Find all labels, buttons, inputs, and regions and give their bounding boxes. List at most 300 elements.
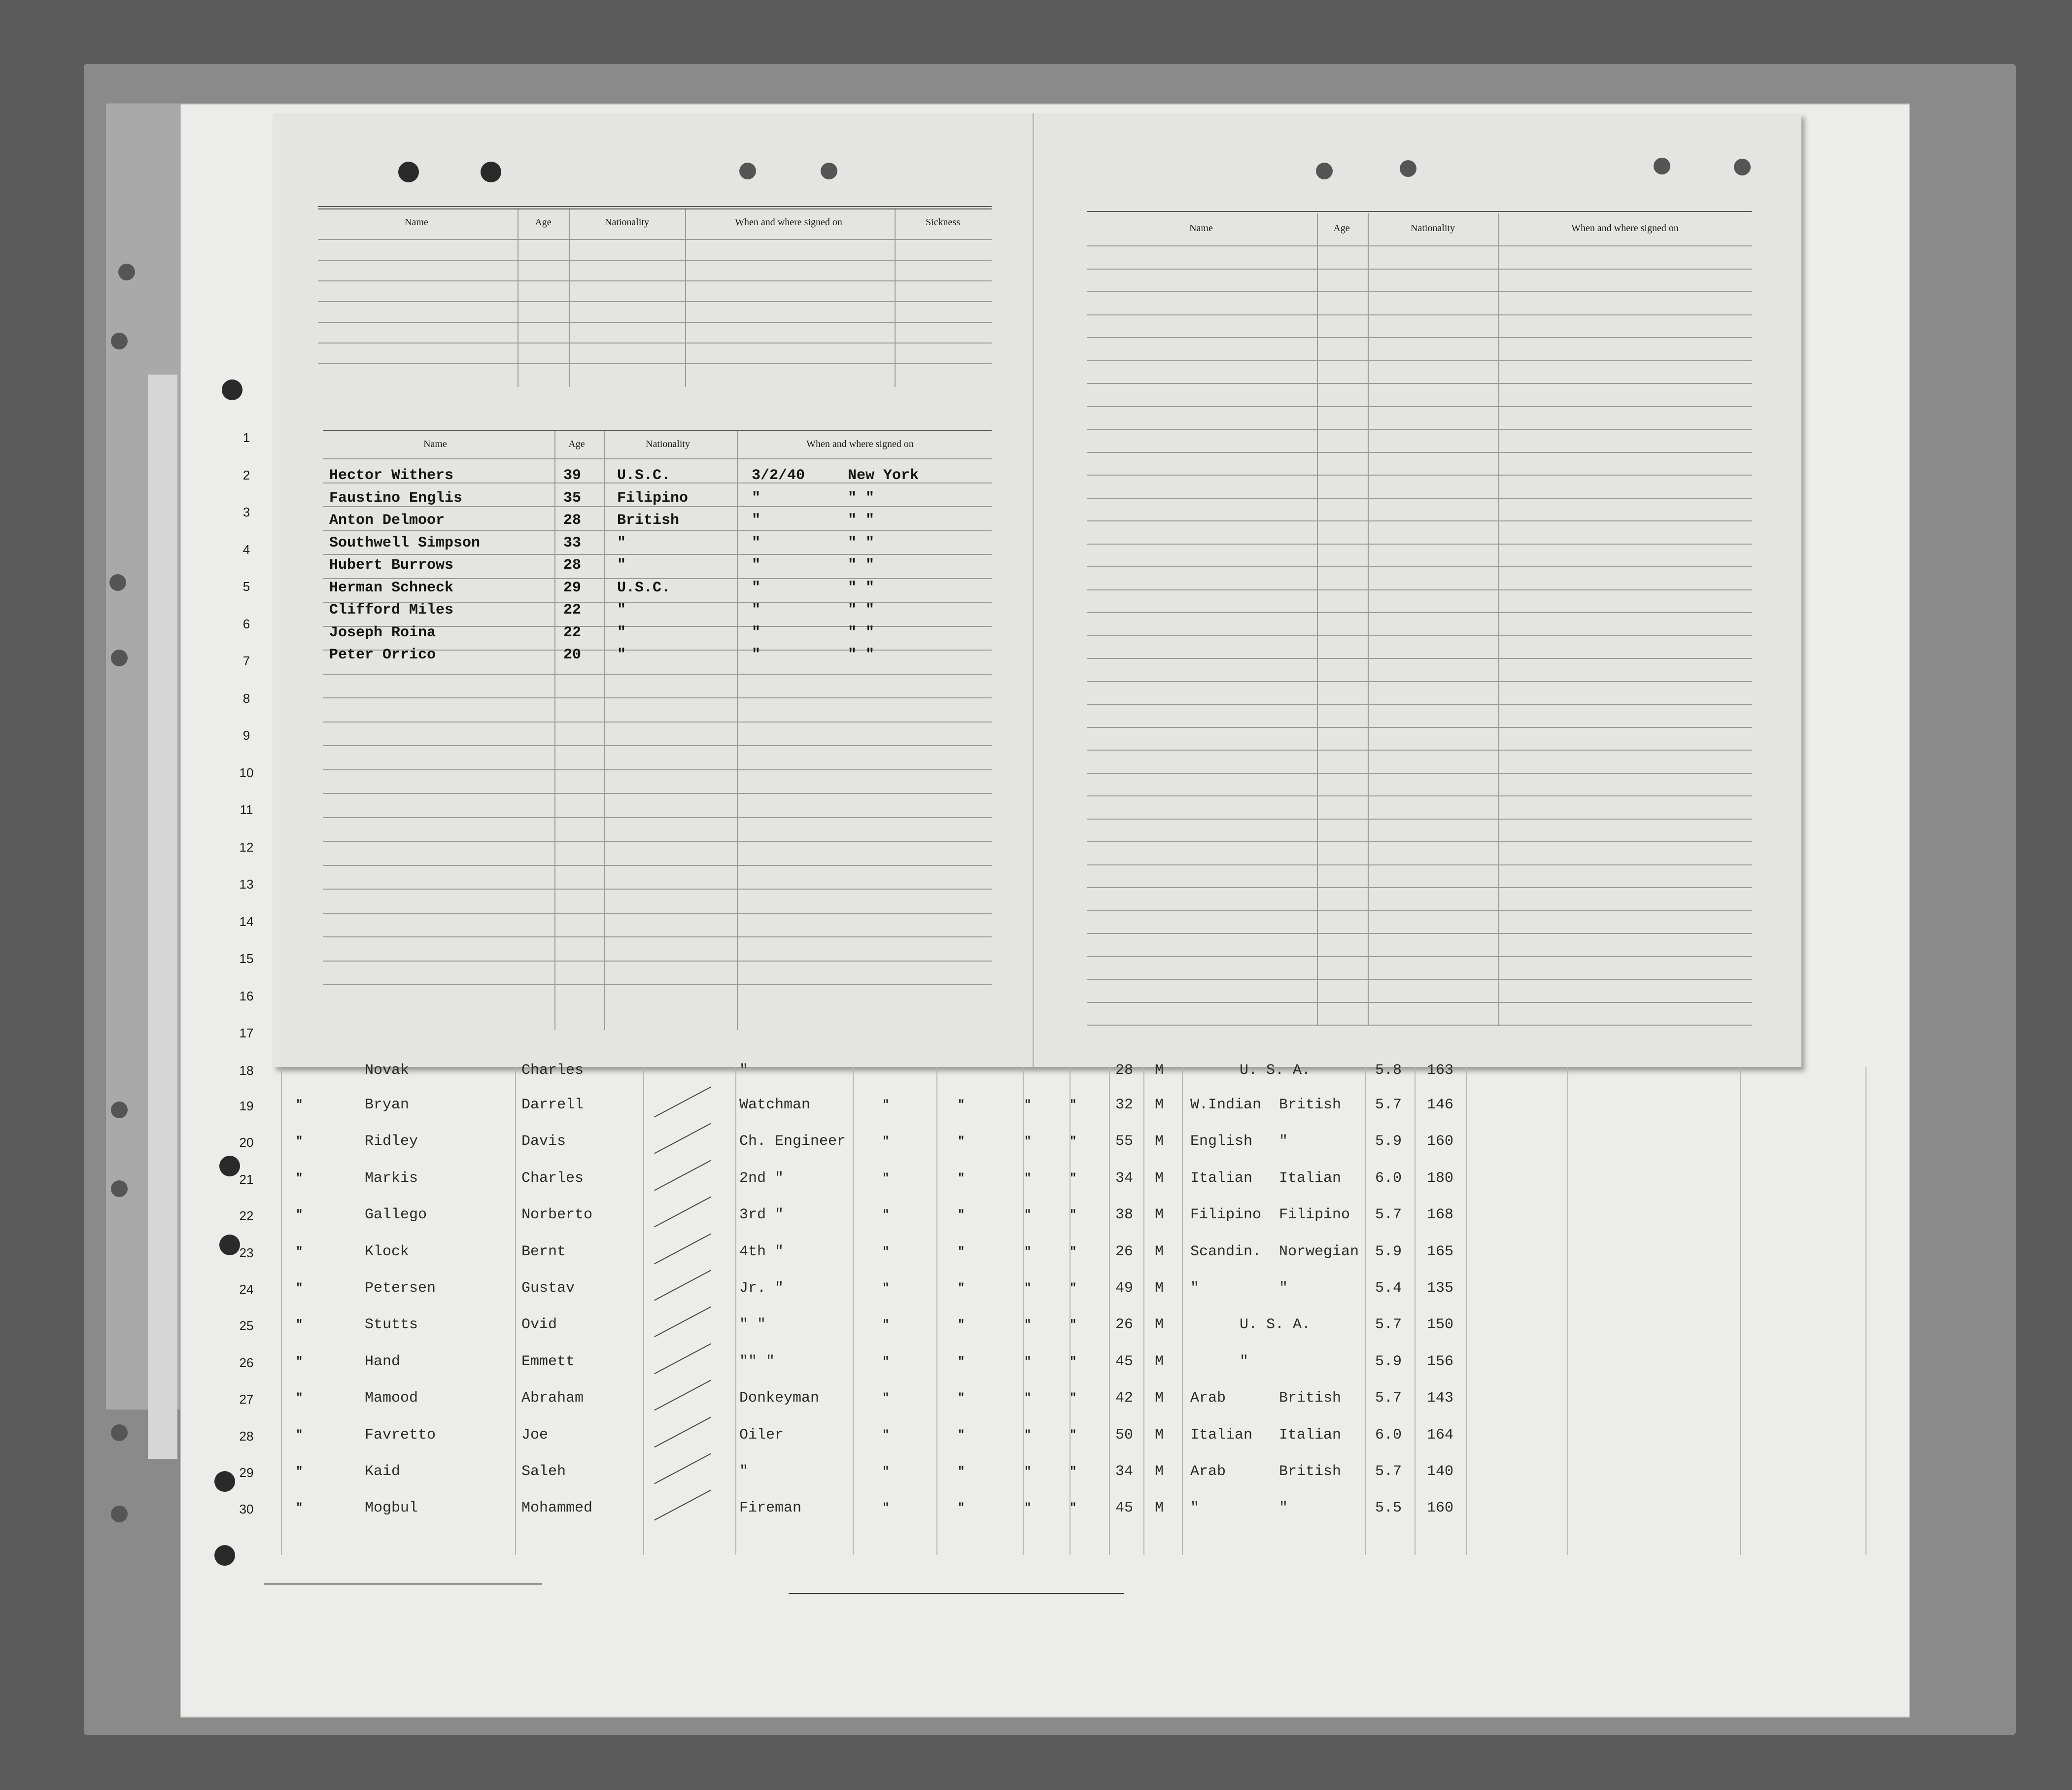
- crew-given-name: Darrell: [521, 1097, 584, 1113]
- rule: [1087, 933, 1752, 934]
- crew-sex: M: [1155, 1097, 1164, 1113]
- rule: [1087, 520, 1752, 521]
- hospital-col-header: Age: [535, 217, 552, 228]
- rule: [1087, 269, 1752, 270]
- seaman-nationality: ": [617, 534, 626, 551]
- crew-rating: Donkeyman: [739, 1390, 820, 1407]
- crew-race: U. S. A.: [1240, 1316, 1311, 1334]
- rule: [685, 209, 686, 387]
- rule: [323, 793, 992, 794]
- ditto-mark: ": [882, 1465, 890, 1479]
- crew-sex: M: [1155, 1390, 1164, 1407]
- ditto-mark: ": [296, 1502, 303, 1515]
- crew-sex: M: [1155, 1206, 1164, 1224]
- crew-height: 5.7: [1375, 1463, 1402, 1480]
- crew-given-name: Saleh: [521, 1463, 566, 1480]
- ditto-mark: ": [296, 1171, 303, 1185]
- rule: [323, 936, 992, 937]
- crew-age: 49: [1115, 1280, 1134, 1297]
- crew-height: 5.5: [1375, 1500, 1402, 1517]
- ditto-mark: ": [958, 1245, 965, 1259]
- binding-hole: [109, 574, 126, 591]
- overlay-fold: [1033, 113, 1034, 1067]
- crew-surname: Mogbul: [365, 1500, 418, 1517]
- rule: [1087, 979, 1752, 980]
- rule: [1365, 1067, 1366, 1555]
- rule: [323, 984, 992, 985]
- ditto-mark: ": [1024, 1282, 1032, 1295]
- seaman-nationality: ": [617, 557, 626, 574]
- ditto-mark: ": [1024, 1428, 1032, 1442]
- crew-height: 5.7: [1375, 1206, 1402, 1224]
- row-number: 6: [242, 616, 250, 631]
- crew-given-name: Davis: [521, 1133, 566, 1150]
- crew-row-number: 21: [239, 1171, 254, 1187]
- crew-nationality: ": [1279, 1280, 1288, 1297]
- row-number: 9: [242, 728, 250, 743]
- rule: [318, 301, 992, 302]
- binding-hole: [1734, 159, 1751, 175]
- rule: [1087, 658, 1752, 659]
- signed-on-place: " ": [848, 557, 875, 574]
- rule: [604, 431, 605, 1030]
- crew-rating: Ch. Engineer: [739, 1133, 846, 1150]
- seaman-name: Peter Orrico: [329, 647, 436, 663]
- rule: [1087, 704, 1752, 705]
- signed-on-date: ": [752, 602, 761, 619]
- signed-on-date: ": [752, 579, 761, 596]
- crew-weight: 140: [1427, 1463, 1454, 1480]
- continued-col-header: Age: [1333, 223, 1350, 234]
- signed-on-place: " ": [848, 647, 875, 663]
- crew-race: ": [1190, 1500, 1200, 1517]
- binding-hole: [111, 333, 128, 349]
- seaman-age: 22: [563, 602, 582, 619]
- seaman-age: 35: [563, 489, 582, 507]
- seaman-name: Faustino Englis: [329, 489, 463, 507]
- rule: [1087, 245, 1752, 246]
- ditto-mark: ": [1024, 1245, 1032, 1259]
- crew-row-number: 29: [239, 1465, 254, 1480]
- crew-surname: Novak: [365, 1062, 410, 1079]
- crew-race: Arab: [1190, 1463, 1226, 1480]
- rule: [323, 841, 992, 842]
- seaman-nationality: British: [617, 512, 680, 529]
- crew-sex: M: [1155, 1243, 1164, 1260]
- row-number: 4: [242, 542, 250, 557]
- rule: [323, 745, 992, 746]
- crew-sex: M: [1155, 1170, 1164, 1187]
- crew-nationality: Filipino: [1279, 1206, 1350, 1224]
- crew-sex: M: [1155, 1463, 1164, 1480]
- crew-age: 45: [1115, 1353, 1134, 1370]
- rule: [1023, 1067, 1024, 1555]
- crew-rating: Fireman: [739, 1500, 802, 1517]
- ditto-mark: ": [1070, 1392, 1077, 1406]
- crew-age: 45: [1115, 1500, 1134, 1517]
- crew-row-number: 28: [239, 1428, 254, 1444]
- crew-surname: Gallego: [365, 1206, 427, 1224]
- seaman-nationality: ": [617, 624, 626, 641]
- crew-row-number: 26: [239, 1355, 254, 1370]
- crew-age: 38: [1115, 1206, 1134, 1224]
- rule: [1087, 566, 1752, 567]
- crew-weight: 150: [1427, 1316, 1454, 1334]
- ditto-mark: ": [296, 1135, 303, 1149]
- ditto-mark: ": [1070, 1135, 1077, 1149]
- ditto-mark: ": [1070, 1099, 1077, 1112]
- crew-height: 5.9: [1375, 1353, 1402, 1370]
- binding-hole: [111, 650, 128, 666]
- crew-surname: Bryan: [365, 1097, 410, 1113]
- crew-nationality: British: [1279, 1463, 1342, 1480]
- crew-race: Scandin.: [1190, 1243, 1262, 1260]
- rule: [1087, 314, 1752, 315]
- ditto-mark: ": [958, 1099, 965, 1112]
- signed-on-date: ": [752, 647, 761, 663]
- ditto-mark: ": [296, 1208, 303, 1222]
- ditto-mark: ": [296, 1392, 303, 1406]
- row-number: 2: [242, 467, 250, 482]
- binding-hole: [1654, 158, 1670, 174]
- crew-row-number: 25: [239, 1318, 254, 1334]
- rule: [318, 260, 992, 261]
- ditto-mark: ": [1024, 1171, 1032, 1185]
- ditto-mark: ": [1024, 1208, 1032, 1222]
- rule: [643, 1067, 644, 1555]
- rule: [1143, 1067, 1144, 1555]
- row-number: 16: [239, 988, 254, 1003]
- seaman-name: Clifford Miles: [329, 602, 454, 619]
- crew-nationality: Norwegian: [1279, 1243, 1359, 1260]
- crew-age: 32: [1115, 1097, 1134, 1113]
- signed-on-place: " ": [848, 624, 875, 641]
- crew-height: 5.7: [1375, 1390, 1402, 1407]
- binding-hole: [1400, 160, 1416, 177]
- ditto-mark: ": [1070, 1318, 1077, 1332]
- ditto-mark: ": [296, 1245, 303, 1259]
- crew-sex: M: [1155, 1500, 1164, 1517]
- crew-weight: 143: [1427, 1390, 1454, 1407]
- crew-row-number: 19: [239, 1099, 254, 1113]
- ditto-mark: ": [296, 1465, 303, 1479]
- rule: [323, 889, 992, 890]
- crew-height: 5.8: [1375, 1062, 1402, 1079]
- binding-hole: [111, 1424, 128, 1441]
- crew-row-number: 22: [239, 1208, 254, 1224]
- crew-surname: Markis: [365, 1170, 418, 1187]
- crew-height: 5.7: [1375, 1316, 1402, 1334]
- ditto-mark: ": [296, 1282, 303, 1295]
- crew-nationality: ": [1279, 1133, 1288, 1150]
- rule: [318, 322, 992, 323]
- crew-race: English: [1190, 1133, 1253, 1150]
- ditto-mark: ": [1070, 1171, 1077, 1185]
- crew-rating: "" ": [739, 1353, 775, 1370]
- crew-given-name: Joe: [521, 1426, 549, 1444]
- crew-nationality: Italian: [1279, 1426, 1342, 1444]
- hospital-col-header: Nationality: [605, 217, 649, 228]
- crew-height: 5.9: [1375, 1133, 1402, 1150]
- crew-rating: ": [739, 1463, 749, 1480]
- rule: [554, 431, 555, 1030]
- crew-weight: 168: [1427, 1206, 1454, 1224]
- crew-row-number: 24: [239, 1282, 254, 1297]
- crew-rating: 2nd ": [739, 1170, 784, 1187]
- hospital-col-header: Name: [405, 217, 428, 228]
- rule: [853, 1067, 854, 1555]
- continued-col-header: When and where signed on: [1571, 223, 1679, 234]
- signed-on-place: " ": [848, 602, 875, 619]
- ditto-mark: ": [958, 1465, 965, 1479]
- crew-height: 5.7: [1375, 1097, 1402, 1113]
- ditto-mark: ": [1070, 1208, 1077, 1222]
- rule: [1087, 841, 1752, 842]
- ditto-mark: ": [882, 1428, 890, 1442]
- rule: [1740, 1067, 1741, 1555]
- seaman-age: 39: [563, 467, 582, 484]
- crew-weight: 135: [1427, 1280, 1454, 1297]
- seaman-name: Herman Schneck: [329, 579, 454, 596]
- crew-height: 5.9: [1375, 1243, 1402, 1260]
- crew-surname: Hand: [365, 1353, 401, 1370]
- rule: [1087, 612, 1752, 613]
- row-number: 15: [239, 951, 254, 966]
- crew-sex: M: [1155, 1426, 1164, 1444]
- rule: [1087, 1002, 1752, 1003]
- crew-race: ": [1190, 1280, 1200, 1297]
- crew-height: 5.4: [1375, 1280, 1402, 1297]
- discharged-col-header: Age: [568, 439, 585, 449]
- seaman-name: Southwell Simpson: [329, 534, 481, 551]
- crew-race: W.Indian: [1190, 1097, 1262, 1113]
- row-number: 18: [239, 1063, 254, 1078]
- signed-on-date: ": [752, 512, 761, 529]
- crew-surname: Mamood: [365, 1390, 418, 1407]
- row-number: 8: [242, 690, 250, 706]
- rule: [1087, 291, 1752, 292]
- crew-rating: 3rd ": [739, 1206, 784, 1224]
- signed-on-place: " ": [848, 512, 875, 529]
- binding-hole: [398, 162, 419, 182]
- crew-weight: 156: [1427, 1353, 1454, 1370]
- crew-height: 6.0: [1375, 1426, 1402, 1444]
- crew-rating: Jr. ": [739, 1280, 784, 1297]
- rule: [1087, 1025, 1752, 1026]
- rule: [1368, 213, 1369, 1026]
- rule: [735, 1067, 736, 1555]
- rule: [1087, 498, 1752, 499]
- row-number: 13: [239, 877, 254, 892]
- seaman-age: 28: [563, 557, 582, 574]
- crew-rating: Watchman: [739, 1097, 811, 1113]
- crew-race: U. S. A.: [1240, 1062, 1311, 1079]
- continued-col-header: Name: [1189, 223, 1213, 234]
- crew-sex: M: [1155, 1316, 1164, 1334]
- signed-on-date: ": [752, 624, 761, 641]
- rule: [1087, 819, 1752, 820]
- crew-surname: Kaid: [365, 1463, 401, 1480]
- rule: [323, 674, 992, 675]
- row-number: 12: [239, 839, 254, 855]
- crew-given-name: Bernt: [521, 1243, 566, 1260]
- rule: [1087, 956, 1752, 957]
- discharged-col-header: When and where signed on: [806, 439, 914, 449]
- rule: [318, 363, 992, 364]
- crew-given-name: Emmett: [521, 1353, 575, 1370]
- rule: [737, 431, 738, 1030]
- crew-weight: 165: [1427, 1243, 1454, 1260]
- seaman-age: 22: [563, 624, 582, 641]
- rule: [323, 430, 992, 431]
- binding-hole: [739, 163, 756, 179]
- rule: [281, 1067, 282, 1555]
- crew-age: 26: [1115, 1316, 1134, 1334]
- crew-race: ": [1240, 1353, 1249, 1370]
- crew-nationality: British: [1279, 1390, 1342, 1407]
- rule: [323, 722, 992, 723]
- crew-nationality: Italian: [1279, 1170, 1342, 1187]
- rule: [1087, 429, 1752, 430]
- rule: [1182, 1067, 1183, 1555]
- overlay-page: [274, 113, 1801, 1067]
- row-number: 10: [239, 765, 254, 780]
- rule: [1567, 1067, 1568, 1555]
- crew-given-name: Gustav: [521, 1280, 575, 1297]
- crew-weight: 163: [1427, 1062, 1454, 1079]
- ditto-mark: ": [1024, 1502, 1032, 1515]
- rule: [1087, 795, 1752, 796]
- binding-hole: [111, 1102, 128, 1118]
- rule: [323, 530, 992, 531]
- signed-on-place: New York: [848, 467, 919, 484]
- ditto-mark: ": [1070, 1355, 1077, 1369]
- seaman-name: Hector Withers: [329, 467, 454, 484]
- rule: [318, 208, 992, 209]
- ditto-mark: ": [958, 1282, 965, 1295]
- crew-surname: Ridley: [365, 1133, 418, 1150]
- ditto-mark: ": [296, 1318, 303, 1332]
- signed-on-date: 3/2/40: [752, 467, 805, 484]
- rule: [1317, 213, 1318, 1026]
- ditto-mark: ": [296, 1355, 303, 1369]
- crew-weight: 146: [1427, 1097, 1454, 1113]
- row-number: 1: [242, 430, 250, 445]
- crew-row-number: 30: [239, 1502, 254, 1517]
- crew-race: Arab: [1190, 1390, 1226, 1407]
- signed-on-date: ": [752, 489, 761, 507]
- rule: [318, 343, 992, 344]
- ditto-mark: ": [958, 1135, 965, 1149]
- crew-sex: M: [1155, 1133, 1164, 1150]
- binding-hole: [111, 1180, 128, 1197]
- seaman-nationality: U.S.C.: [617, 579, 671, 596]
- rule: [1087, 727, 1752, 728]
- crew-row-number: 20: [239, 1135, 254, 1150]
- rule: [1087, 887, 1752, 888]
- ditto-mark: ": [882, 1282, 890, 1295]
- seaman-name: Hubert Burrows: [329, 557, 454, 574]
- row-number: 5: [242, 579, 250, 594]
- crew-nationality: British: [1279, 1097, 1342, 1113]
- crew-surname: Favretto: [365, 1426, 436, 1444]
- rule: [1865, 1067, 1866, 1555]
- rule: [1087, 360, 1752, 361]
- binding-hole: [481, 162, 501, 182]
- crew-age: 28: [1115, 1062, 1134, 1079]
- rule: [1087, 589, 1752, 590]
- seaman-nationality: Filipino: [617, 489, 689, 507]
- ditto-mark: ": [882, 1318, 890, 1332]
- crew-race: Italian: [1190, 1426, 1253, 1444]
- crew-age: 55: [1115, 1133, 1134, 1150]
- hospital-col-header: When and where signed on: [735, 217, 842, 228]
- ditto-mark: ": [882, 1355, 890, 1369]
- rule: [1498, 213, 1499, 1026]
- crew-sex: M: [1155, 1353, 1164, 1370]
- rule: [323, 817, 992, 818]
- discharged-col-header: Name: [423, 439, 447, 449]
- row-number: 17: [239, 1026, 254, 1040]
- rule: [1087, 383, 1752, 384]
- crew-given-name: Norberto: [521, 1206, 593, 1224]
- ditto-mark: ": [958, 1392, 965, 1406]
- rule: [323, 697, 992, 698]
- ditto-mark: ": [882, 1245, 890, 1259]
- ditto-mark: ": [882, 1392, 890, 1406]
- rule: [936, 1067, 937, 1555]
- row-number: 7: [242, 654, 250, 668]
- row-number: 3: [242, 505, 250, 519]
- ditto-mark: ": [1024, 1318, 1032, 1332]
- rule: [323, 913, 992, 914]
- crew-weight: 160: [1427, 1133, 1454, 1150]
- crew-nationality: ": [1279, 1500, 1288, 1517]
- seaman-name: Joseph Roina: [329, 624, 436, 641]
- rule: [323, 578, 992, 579]
- crew-surname: Stutts: [365, 1316, 418, 1334]
- crew-given-name: Ovid: [521, 1316, 557, 1334]
- continued-col-header: Nationality: [1411, 223, 1455, 234]
- rule: [515, 1067, 516, 1555]
- rule: [1087, 452, 1752, 453]
- rule: [1109, 1067, 1110, 1555]
- crew-given-name: Abraham: [521, 1390, 584, 1407]
- signed-on-date: ": [752, 534, 761, 551]
- rule: [895, 209, 896, 387]
- crew-race: Italian: [1190, 1170, 1253, 1187]
- rule: [1087, 635, 1752, 636]
- discharged-col-header: Nationality: [646, 439, 690, 449]
- rule: [318, 206, 992, 207]
- binding-hole: [1316, 163, 1333, 179]
- ditto-mark: ": [958, 1502, 965, 1515]
- crew-age: 26: [1115, 1243, 1134, 1260]
- ditto-mark: ": [1024, 1465, 1032, 1479]
- rule: [323, 458, 992, 459]
- crew-age: 50: [1115, 1426, 1134, 1444]
- seaman-age: 28: [563, 512, 582, 529]
- rule: [1087, 864, 1752, 865]
- rule: [1087, 544, 1752, 545]
- seaman-age: 20: [563, 647, 582, 663]
- crew-age: 42: [1115, 1390, 1134, 1407]
- signed-on-place: " ": [848, 489, 875, 507]
- ditto-mark: ": [958, 1355, 965, 1369]
- seaman-nationality: ": [617, 647, 626, 663]
- crew-given-name: Mohammed: [521, 1500, 593, 1517]
- crew-rating: ": [739, 1062, 749, 1079]
